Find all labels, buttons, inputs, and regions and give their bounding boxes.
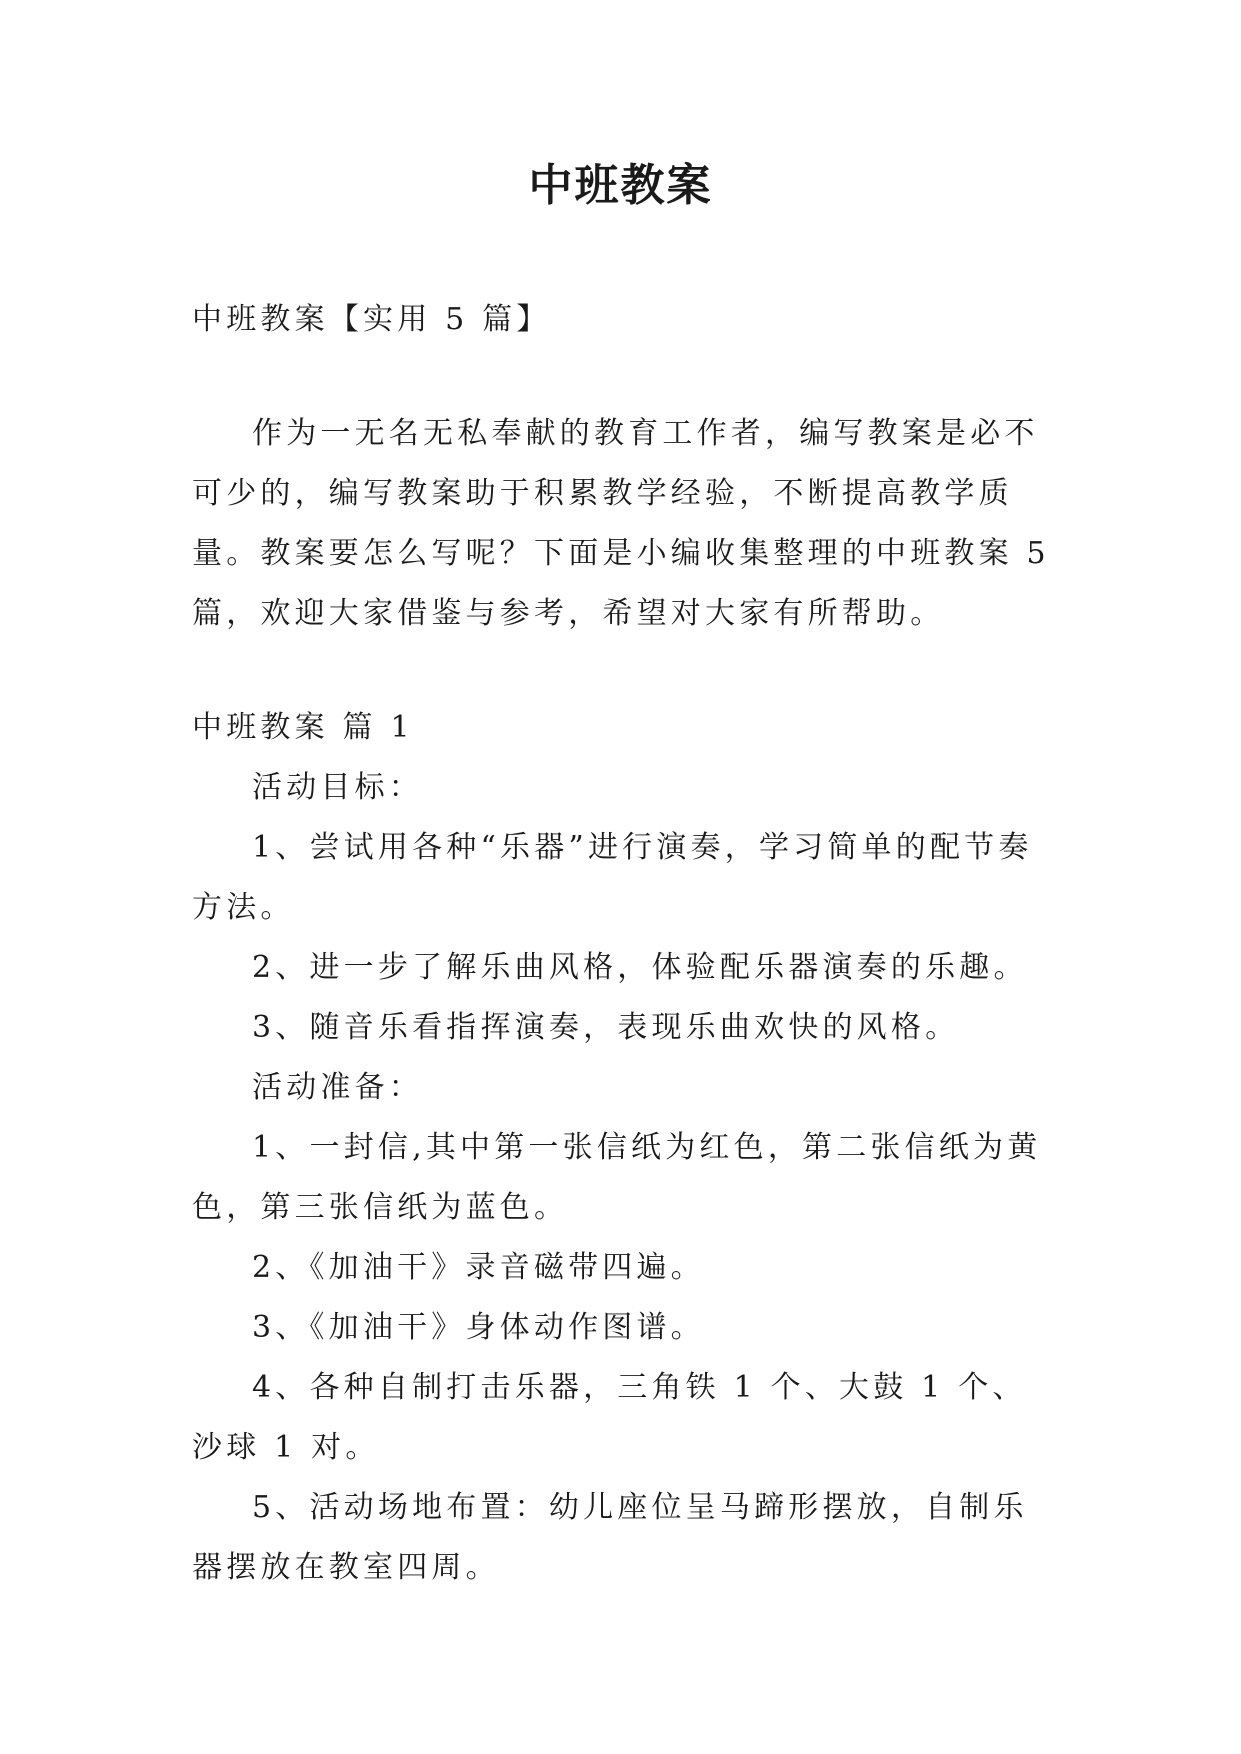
goals-label: 活动目标： <box>252 770 423 805</box>
preparation-item-1: 1、一封信,其中第一张信纸为红色，第二张信纸为黄色，第三张信纸为蓝色。 <box>192 1130 1042 1225</box>
section-heading: 中班教案 篇 1 <box>192 710 414 745</box>
goal-item-1: 1、尝试用各种“乐器”进行演奏，学习简单的配节奏方法。 <box>192 830 1033 925</box>
preparation-item-3: 3、《加油干》身体动作图谱。 <box>252 1310 705 1345</box>
intro-paragraph: 作为一无名无私奉献的教育工作者，编写教案是必不可少的，编写教案助于积累教学经验，不断提高教学质量。教案要怎么写呢？下面是小编收集整理的中班教案 5 篇，欢迎大家借鉴与参考，希望对大家有所帮助。 <box>192 416 1050 631</box>
preparation-item-5: 5、活动场地布置：幼儿座位呈马蹄形摆放，自制乐器摆放在教室四周。 <box>192 1490 1028 1585</box>
document-body <box>192 290 1054 1598</box>
preparation-item-4: 4、各种自制打击乐器，三角铁 1 个、大鼓 1 个、沙球 1 对。 <box>192 1370 1027 1465</box>
preparation-label: 活动准备： <box>252 1070 423 1105</box>
goal-item-2: 2、进一步了解乐曲风格，体验配乐器演奏的乐趣。 <box>252 950 1028 985</box>
goal-item-3: 3、随音乐看指挥演奏，表现乐曲欢快的风格。 <box>252 1010 960 1045</box>
document-title: 中班教案 <box>528 160 713 211</box>
preparation-item-2: 2、《加油干》录音磁带四遍。 <box>252 1250 705 1285</box>
document-subtitle: 中班教案【实用 5 篇】 <box>192 302 551 337</box>
